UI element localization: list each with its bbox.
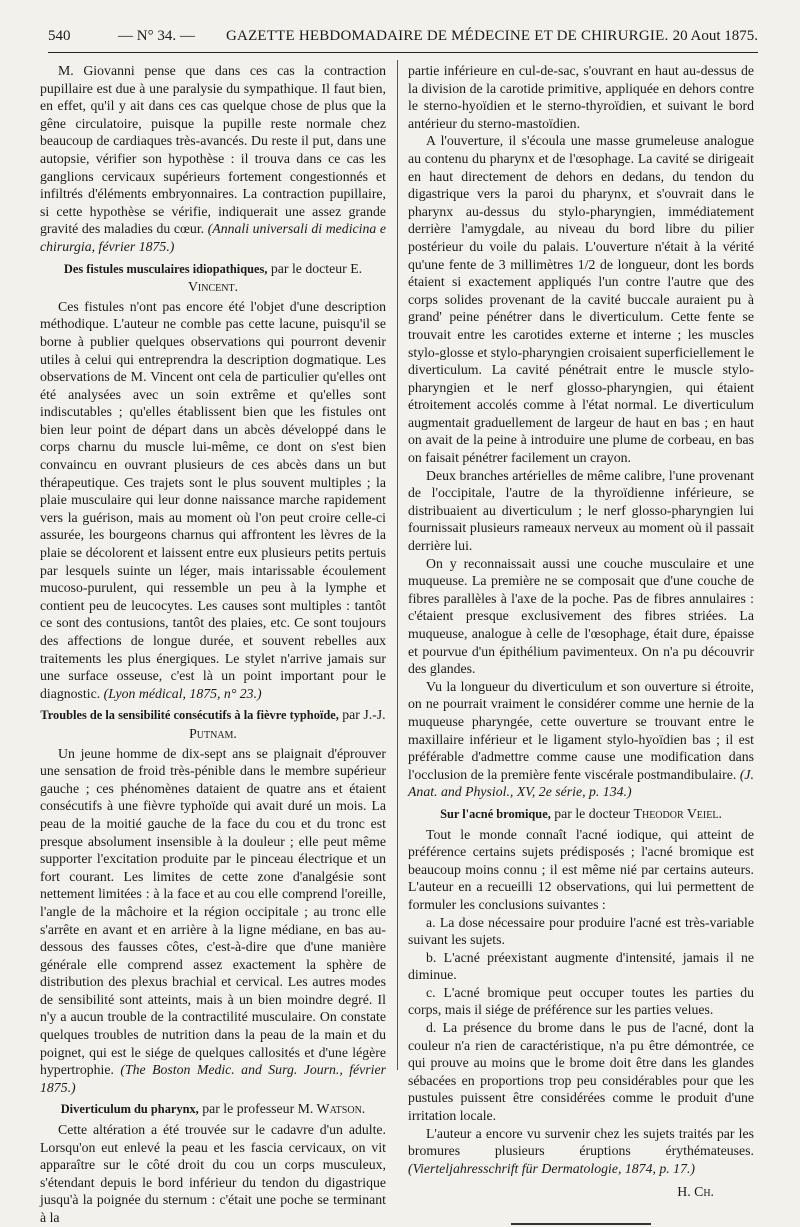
paragraph: Cette altération a été trouvée sur le cadavre d'un adulte. Lorsqu'on eut enlevé la peau et les fascia cervicaux, on vit apparaître sur le côté droit du cou un corps musculeux, s'étendant depuis le bord inférieur du tendon du digastrique jusqu'à la poignée du sternum : c'était une poche se terminant à la — [40, 1122, 386, 1225]
paragraph: Deux branches artérielles de même calibre, l'une provenant de l'occipitale, l'autre de la thyroïdienne inférieure, se distribuaient au diverticulum ; le nerf glosso-pharyngien lui fournissait plusieurs rameaux nerveux au moment où il passait derrière lui. — [408, 467, 754, 554]
list-item: c. L'acné bromique peut occuper toutes les parties du corps, mais il siége de préférence sur les parties velues. — [408, 984, 754, 1018]
issue-date: 20 Aout 1875. — [672, 28, 758, 44]
paragraph: A l'ouverture, il s'écoula une masse grumeleuse analogue au contenu du pharynx et de l'œsophage. La cavité se dirigeait en haut directement de dehors en dedans, du tendon du digastrique vers la paroi du pharynx, et s'ouvrait dans le pharynx au-dessus du stylo-pharyngien, immédiatement derrière l'amygdale, au niveau du bord libre du pilier postérieur du voile du palais. L'ouverture n'était à la vérité qu'une fente de 3 millimètres 1/2 de longueur, dont les bords étaient si exactement appliqués l'un contre l'autre que des corps solides provenant de la cavité buccale auraient pu à grand' peine pénétrer dans le diverticulum. Cette fente se trouvait entre les carotides externe et interne ; les muscles stylo-glosse et stylo-pharyngien croisaient superficiellement le diverticulum. La cavité pénétrait entre le muscle stylo-pharyngien et le nerf glosso-pharyngien, qui étaient étroitement accolés comme à l'état normal. Le diverticulum augmentait graduellement de largeur de haut en bas ; en haut on avait de la peine à introduire une plume de corbeau, en bas on faisait pénétrer facilement un crayon. — [408, 133, 754, 466]
paragraph: M. Giovanni pense que dans ces cas la contraction pupillaire est due à une paralysie du sympathique. Il faut bien, en effet, qu'il y ait dans ces cas quelque chose de plus que la gêne circulatoire, puisque la pupille reste normale chez beaucoup de cardiaques très-avancés. Du reste il put, dans une autopsie, vérifier son hypothèse : il trouva dans ce cas les ganglions cervicaux supérieurs fortement congestionnés et infiltrés d'éléments embryonnaires. La contraction pupillaire, si cette hypothèse se vérifie, indiquerait une assez grande gravité des maladies du cœur. (Annali universali di medicina e chirurgia, février 1875.) — [40, 63, 386, 254]
citation: (J. Anat. and Physiol., XV, 2e série, p. 134.) — [408, 766, 754, 800]
issue-number: — N° 34. — — [118, 28, 195, 44]
list-item: d. La présence du brome dans le pus de l'acné, dont la couleur n'a rien de caractéristique, n'a pu être démontrée, ce qui prouve au moins que le brome doit être dans les glandes sébacées en proportions trop peu considérables pour que les pustules puissent être considérées comme le produit d'une irritation locale. — [408, 1020, 754, 1124]
right-column — [408, 62, 754, 1200]
section-heading: Troubles de la sensibilité consécutifs à la fièvre typhoïde, par J.-J. Putnam. — [40, 707, 386, 741]
author-name: Putnam. — [189, 725, 237, 741]
paragraph: Vu la longueur du diverticulum et son ouverture si étroite, on ne pourrait vraiment le considérer comme une hernie de la muqueuse pharyngée, cette ouverture se trouvant entre le maxillaire inférieur et le ligament stylo-hyoïdien bas ; il est préférable d'admettre comme cause une modification dans l'occlusion de la première fente viscérale postmandibulaire. (J. Anat. and Physiol., XV, 2e série, p. 134.) — [408, 678, 754, 800]
citation: (The Boston Medic. and Surg. Journ., février 1875.) — [40, 1062, 386, 1095]
citation: (Vierteljahresschrift für Dermatologie, 1874, p. 17.) — [408, 1160, 696, 1176]
journal-title: GAZETTE HEBDOMADAIRE DE MÉDECINE ET DE CHIRURGIE. — [226, 28, 669, 44]
paragraph: L'auteur a encore vu survenir chez les sujets traités par les bromures plusieurs éruptions érythémateuses. (Vierteljahresschrift für Dermatologie, 1874, p. 17.) — [408, 1125, 754, 1176]
left-column — [40, 62, 386, 1225]
running-header — [48, 26, 758, 50]
column-divider — [397, 60, 398, 1070]
paragraph: Un jeune homme de dix-sept ans se plaignait d'éprouver une sensation de froid très-pénible dans le membre supérieur gauche ; ces phénomènes dataient de quatre ans et étaient consécutifs à une fièvre typhoïde qui avait duré un mois. La peau de la moitié gauche de la face du cou et du tronc est presque absolument insensible à la douleur ; elle peut même supporter l'excitation produite par le pinceau électrique et un fort courant. Les limites de cette zone d'analgésie sont nettement limitées : à la face et au cou elle comprend l'oreille, l'angle de la mâchoire et la région occipitale ; au tronc elle s'arrête en avant et en arrière à la ligne médiane, en bas au-dessous des fausses côtes, c'est-à-dire que d'une manière générale elle comprend assez exactement la sphère de distribution des plexus brachial et cervical. Les autres modes de sensibilité sont atteints, mais à un bien moindre degré. Il n'y a aucun trouble de la contractilité musculaire. On constate quelques troubles de nutrition dans la peau de la main et du poignet, qui est le siége de quelques callosités et d'une légère hypertrophie. (The Boston Medic. and Surg. Journ., février 1875.) — [40, 745, 386, 1095]
paragraph: Tout le monde connaît l'acné iodique, qui atteint de préférence certains sujets prédisposés ; l'acné bromique est beaucoup moins connu ; il est même nié par certains auteurs. L'auteur en a recueilli 12 observations, qui lui permettent de formuler les conclusions suivantes : — [408, 826, 754, 912]
paragraph: partie inférieure en cul-de-sac, s'ouvrant en haut au-dessus de la division de la carotide primitive, appliquée en dehors contre le sterno-hyoïdien et le sterno-thyroïdien, et suivant le bord antérieur du sterno-mastoïdien. — [408, 63, 754, 131]
page-number: 540 — [48, 28, 71, 44]
signature: H. Ch. — [677, 1184, 714, 1200]
section-heading: Diverticulum du pharynx, par le professeur M. Watson. — [60, 1101, 366, 1117]
section-heading: Sur l'acné bromique, par le docteur Theodor Veiel. — [440, 805, 722, 821]
author-name: M. Watson. — [297, 1101, 366, 1117]
list-item: a. La dose nécessaire pour produire l'acné est très-variable suivant les sujets. — [408, 914, 754, 948]
section-heading: Des fistules musculaires idiopathiques, par le docteur E. Vincent. — [63, 260, 363, 295]
end-rule — [511, 1223, 651, 1225]
paragraph: Ces fistules n'ont pas encore été l'objet d'une description méthodique. L'auteur ne comble pas cette lacune, puisqu'il se borne à publier quelques observations qui pourront devenir utiles à celui qui entreprendra la description dogmatique. Les observations de M. Vincent ont cela de particulier qu'elles ont été analysées avec un soin extrême et qu'elles sont indiscutables ; qu'elles établissent bien que les fistules ont bien leur point de départ dans un abcès développé dans le corps charnu du muscle lui-même, ce dont on s'est bien convaincu en ouvrant plusieurs de ces abcès dans un but thérapeutique. Ces trajets sont le plus souvent multiples ; la plaie musculaire qui leur donne naissance marche rapidement vers la guérison, mais au moment où l'on peut croire celle-ci assurée, les bourgeons charnus qui affrontent les lèvres de la plaie se décolorent et laissent entre eux plusieurs petits pertuis par lesquels suinte un léger, mais intarissable écoulement mucoso-purulent, qui ressemble un peu à la lymphe et contient peu de leucocytes. Les causes sont multiples : tantôt ce sont des contusions, tantôt des plaies, etc. Ce sont toujours des affections de longue durée, et souvent rebelles aux traitements les plus énergiques. Le stylet n'arrive jamais sur une surface osseuse, c'est là un point important pour le diagnostic. (Lyon médical, 1875, n° 23.) — [40, 298, 386, 701]
author-name: Theodor Veiel. — [633, 805, 722, 821]
header-rule — [48, 52, 758, 53]
list-item: b. L'acné préexistant augmente d'intensité, jamais il ne diminue. — [408, 949, 754, 983]
author-name: E. Vincent. — [187, 260, 363, 295]
citation: (Lyon médical, 1875, n° 23.) — [103, 685, 262, 701]
citation: (Annali universali di medicina e chirurgia, février 1875.) — [40, 221, 386, 254]
paragraph: On y reconnaissait aussi une couche musculaire et une muqueuse. La première ne se composait que d'une couche de fibres parallèles à l'axe de la poche. Pas de fibres annulaires : c'étaient presque exclusivement des fibres striées. La muqueuse, analogue à celle de l'œsophage, était dure, épaisse et pourvue d'un épithélium pavimenteux. On n'a pu découvrir des glandes. — [408, 555, 754, 677]
